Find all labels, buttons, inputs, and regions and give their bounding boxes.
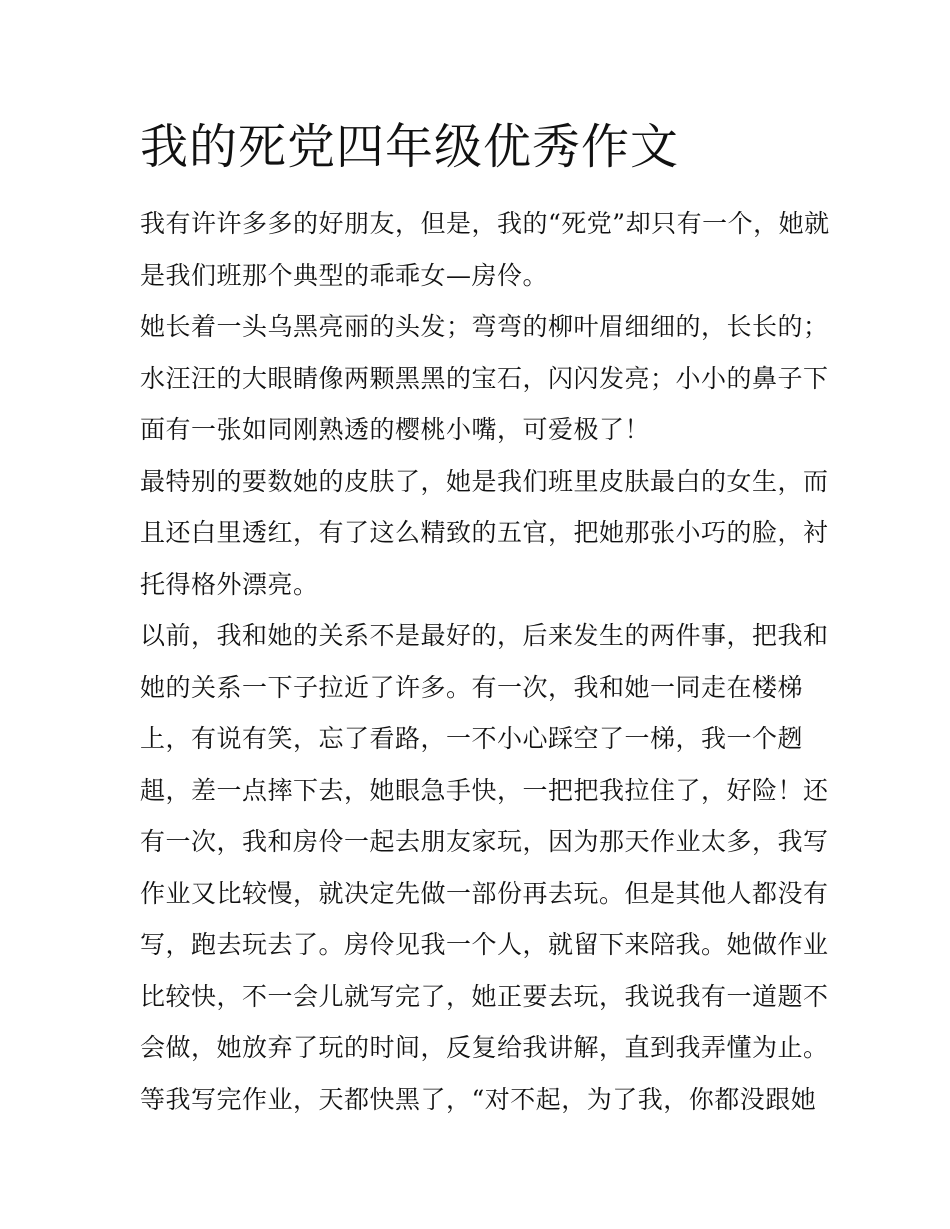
text-line: 她的关系一下子拉近了许多。有一次，我和她一同走在楼梯	[140, 672, 804, 702]
text-line: 比较快，不一会儿就写完了，她正要去玩，我说我有一道题不	[140, 981, 829, 1011]
text-line: 面有一张如同刚熟透的樱桃小嘴，可爱极了！	[140, 415, 651, 444]
text-line: 趄，差一点摔下去，她眼急手快，一把把我拉住了，好险！还	[140, 775, 829, 805]
text-line: 写，跑去玩去了。房伶见我一个人，就留下来陪我。她做作业	[140, 930, 829, 959]
text-line: 会做，她放弃了玩的时间，反复给我讲解，直到我弄懂为止。	[140, 1033, 829, 1062]
text-line: 是我们班那个典型的乖乖女—房伶。	[140, 260, 549, 290]
text-line: 水汪汪的大眼睛像两颗黑黑的宝石，闪闪发亮；小小的鼻子下	[140, 363, 829, 393]
text-line: 我有许许多多的好朋友，但是，我的“死党”却只有一个，她就	[140, 209, 830, 238]
paragraph-2	[140, 301, 830, 456]
text-line: 有一次，我和房伶一起去朋友家玩，因为那天作业太多，我写	[140, 827, 829, 856]
text-line: 且还白里透红，有了这么精致的五官，把她那张小巧的脸，衬	[140, 518, 829, 547]
text-line: 上，有说有笑，忘了看路，一不小心踩空了一梯，我一个趔	[140, 724, 804, 753]
document-title: 我的死党四年级优秀作文	[140, 119, 680, 175]
paragraph-3	[140, 456, 830, 611]
text-line: 她长着一头乌黑亮丽的头发；弯弯的柳叶眉细细的，长长的；	[140, 312, 829, 341]
text-line: 等我写完作业，天都快黑了，“对不起，为了我，你都没跟她	[140, 1084, 817, 1114]
text-line: 托得格外漂亮。	[140, 569, 319, 599]
paragraph-4	[140, 610, 830, 1125]
document-page	[140, 112, 830, 1125]
paragraph-1	[140, 198, 830, 301]
text-line: 最特别的要数她的皮肤了，她是我们班里皮肤最白的女生，而	[140, 466, 829, 496]
text-line: 作业又比较慢，就决定先做一部份再去玩。但是其他人都没有	[140, 878, 829, 908]
text-line: 以前，我和她的关系不是最好的，后来发生的两件事，把我和	[140, 621, 829, 650]
